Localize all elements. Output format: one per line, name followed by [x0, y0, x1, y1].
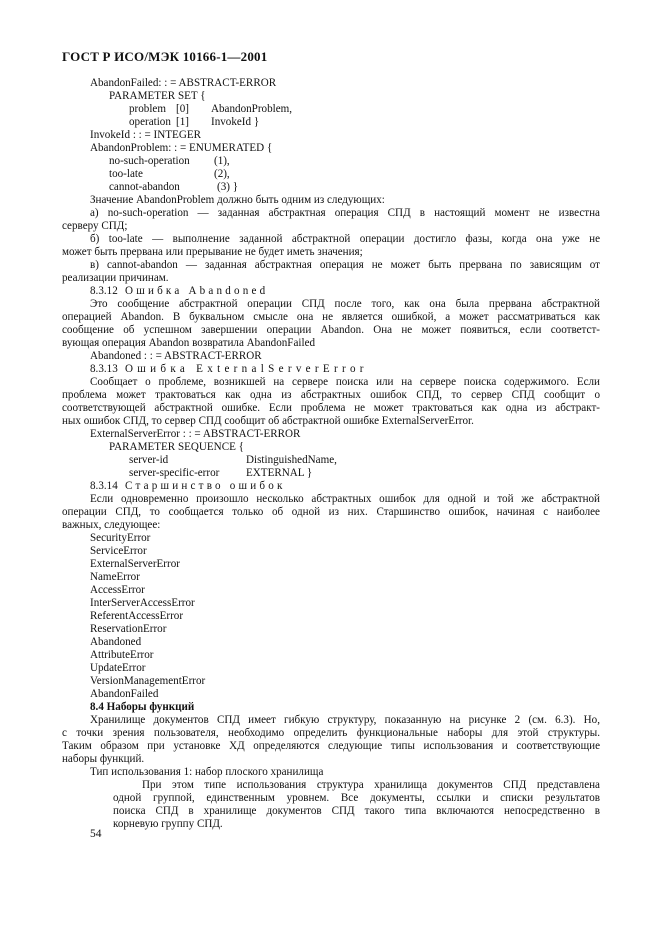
code-line: ExternalServerError : : = ABSTRACT-ERROR — [90, 428, 301, 440]
code-field-tag: [0] — [176, 103, 189, 115]
list-item: InterServerAccessError — [90, 597, 195, 609]
paragraph-line: в) cannot-abandon — заданная абстрактная операция не может быть прервана по зависящим от — [90, 259, 600, 271]
document-header: ГОСТ Р ИСО/МЭК 10166-1—2001 — [62, 49, 268, 64]
paragraph-line: Это сообщение абстрактной операции СПД после того, как она была прервана абстрактной — [90, 298, 600, 310]
list-item: ReferentAccessError — [90, 610, 184, 622]
code-field-type: AbandonProblem, — [211, 103, 293, 115]
code-field-name: operation — [129, 116, 171, 128]
paragraph-line: Сообщает о проблеме, возникшей на сервере поиска или на сервере поиска содержимого. Если — [90, 376, 600, 388]
paragraph-line: одной группой, единственным уровнем. Все документы, ссылки и списки результатов — [113, 792, 600, 804]
section-title: Старшинство ошибок — [125, 480, 286, 492]
paragraph-line: наборы функций. — [62, 753, 145, 765]
paragraph-line: При этом типе использования структура хранилища документов СПД представлена — [142, 779, 600, 791]
paragraph-line: ных ошибок СПД, то сервер СПД сообщит об абстрактной ошибке ExternalServerError. — [62, 415, 474, 427]
paragraph-line: реализации причинам. — [62, 272, 169, 284]
paragraph-line: соответствующей абстрактной ошибке. Если проблема не может трактоваться как одна из абстракт- — [62, 402, 600, 414]
list-item: NameError — [90, 571, 140, 583]
code-field-name: server-id — [129, 454, 169, 466]
paragraph-line: б) too-late — выполнение заданной абстрактной операции достигло фазы, когда она уже не — [90, 233, 600, 245]
code-line: AbandonProblem: : = ENUMERATED { — [90, 142, 273, 154]
list-item: SecurityError — [90, 532, 151, 544]
list-item: ReservationError — [90, 623, 167, 635]
paragraph-line: проблема может трактоваться как одна из абстрактных ошибок СПД, то сервер СПД сообщит о — [62, 389, 600, 401]
enum-value: (2), — [214, 168, 230, 180]
enum-value: (3) } — [217, 181, 239, 193]
paragraph-line: Если одновременно произошло несколько абстрактных ошибок для одной и той же абстрактной — [90, 493, 600, 505]
list-item: UpdateError — [90, 662, 146, 674]
paragraph-line: а) no-such-operation — заданная абстрактная операция СПД в настоящий момент не известна — [90, 207, 600, 219]
usage-type-heading: Тип использования 1: набор плоского хранилища — [90, 766, 324, 778]
code-field-type: EXTERNAL } — [246, 467, 313, 479]
list-item: AttributeError — [90, 649, 154, 661]
paragraph-line: серверу СПД; — [62, 220, 128, 232]
list-item: AbandonFailed — [90, 688, 159, 700]
paragraph-line: поиска СПД в хранилище документов СПД такого типа включаются непосредственно в — [113, 805, 600, 817]
section-title: Ошибка Abandoned — [125, 285, 269, 297]
code-line: PARAMETER SET { — [109, 90, 206, 102]
paragraph-line: важных, следующее: — [62, 519, 161, 531]
enum-value: (1), — [214, 155, 230, 167]
paragraph-line: сообщение об успешном завершении операции Abandon. Она не может появиться, если соответст- — [62, 324, 600, 336]
paragraph-line: операцией Abandon. В буквальном смысле она не является ошибкой, а может рассматриваться как — [62, 311, 600, 323]
code-field-type: DistinguishedName, — [246, 454, 337, 466]
enum-name: no-such-operation — [109, 155, 190, 167]
page-number: 54 — [90, 828, 102, 840]
section-number: 8.3.13 — [90, 363, 118, 375]
section-title: Ошибка ExternalServerError — [125, 363, 368, 375]
list-item: VersionManagementError — [90, 675, 206, 687]
paragraph-line: с точки зрения пользователя, необходимо определить функциональные наборы для этой структуры. — [62, 727, 600, 739]
paragraph-line: Хранилище документов СПД имеет гибкую структуру, показанную на рисунке 2 (см. 6.3). Но, — [90, 714, 600, 726]
code-line: PARAMETER SEQUENCE { — [109, 441, 244, 453]
code-field-name: problem — [129, 103, 166, 115]
paragraph-line: Значение AbandonProblem должно быть одним из следующих: — [90, 194, 385, 206]
section-heading: 8.4 Наборы функций — [90, 701, 195, 713]
section-number: 8.3.14 — [90, 480, 118, 492]
enum-name: too-late — [109, 168, 143, 180]
code-field-tag: [1] — [176, 116, 189, 128]
list-item: Abandoned — [90, 636, 142, 648]
paragraph-line: может быть прервана или прерывание не будет иметь значения; — [62, 246, 363, 258]
enum-name: cannot-abandon — [109, 181, 180, 193]
paragraph-line: Таким образом при установке ХД определяются следующие типы использования и соответствующие — [62, 740, 600, 752]
code-line: InvokeId : : = INTEGER — [90, 129, 202, 141]
code-field-type: InvokeId } — [211, 116, 260, 128]
paragraph-line: операции СПД, то сообщается только об одной из них. Старшинство ошибок, начиная с наиболее — [62, 506, 600, 518]
section-number: 8.3.12 — [90, 285, 118, 297]
list-item: ServiceError — [90, 545, 147, 557]
list-item: ExternalServerError — [90, 558, 180, 570]
paragraph-line: вующая операция Abandon возвратила AbandonFailed — [62, 337, 316, 349]
code-field-name: server-specific-error — [129, 467, 220, 479]
code-line: AbandonFailed: : = ABSTRACT-ERROR — [90, 77, 277, 89]
list-item: AccessError — [90, 584, 145, 596]
paragraph-line: корневую группу СПД. — [113, 818, 223, 830]
code-line: Abandoned : : = ABSTRACT-ERROR — [90, 350, 262, 362]
